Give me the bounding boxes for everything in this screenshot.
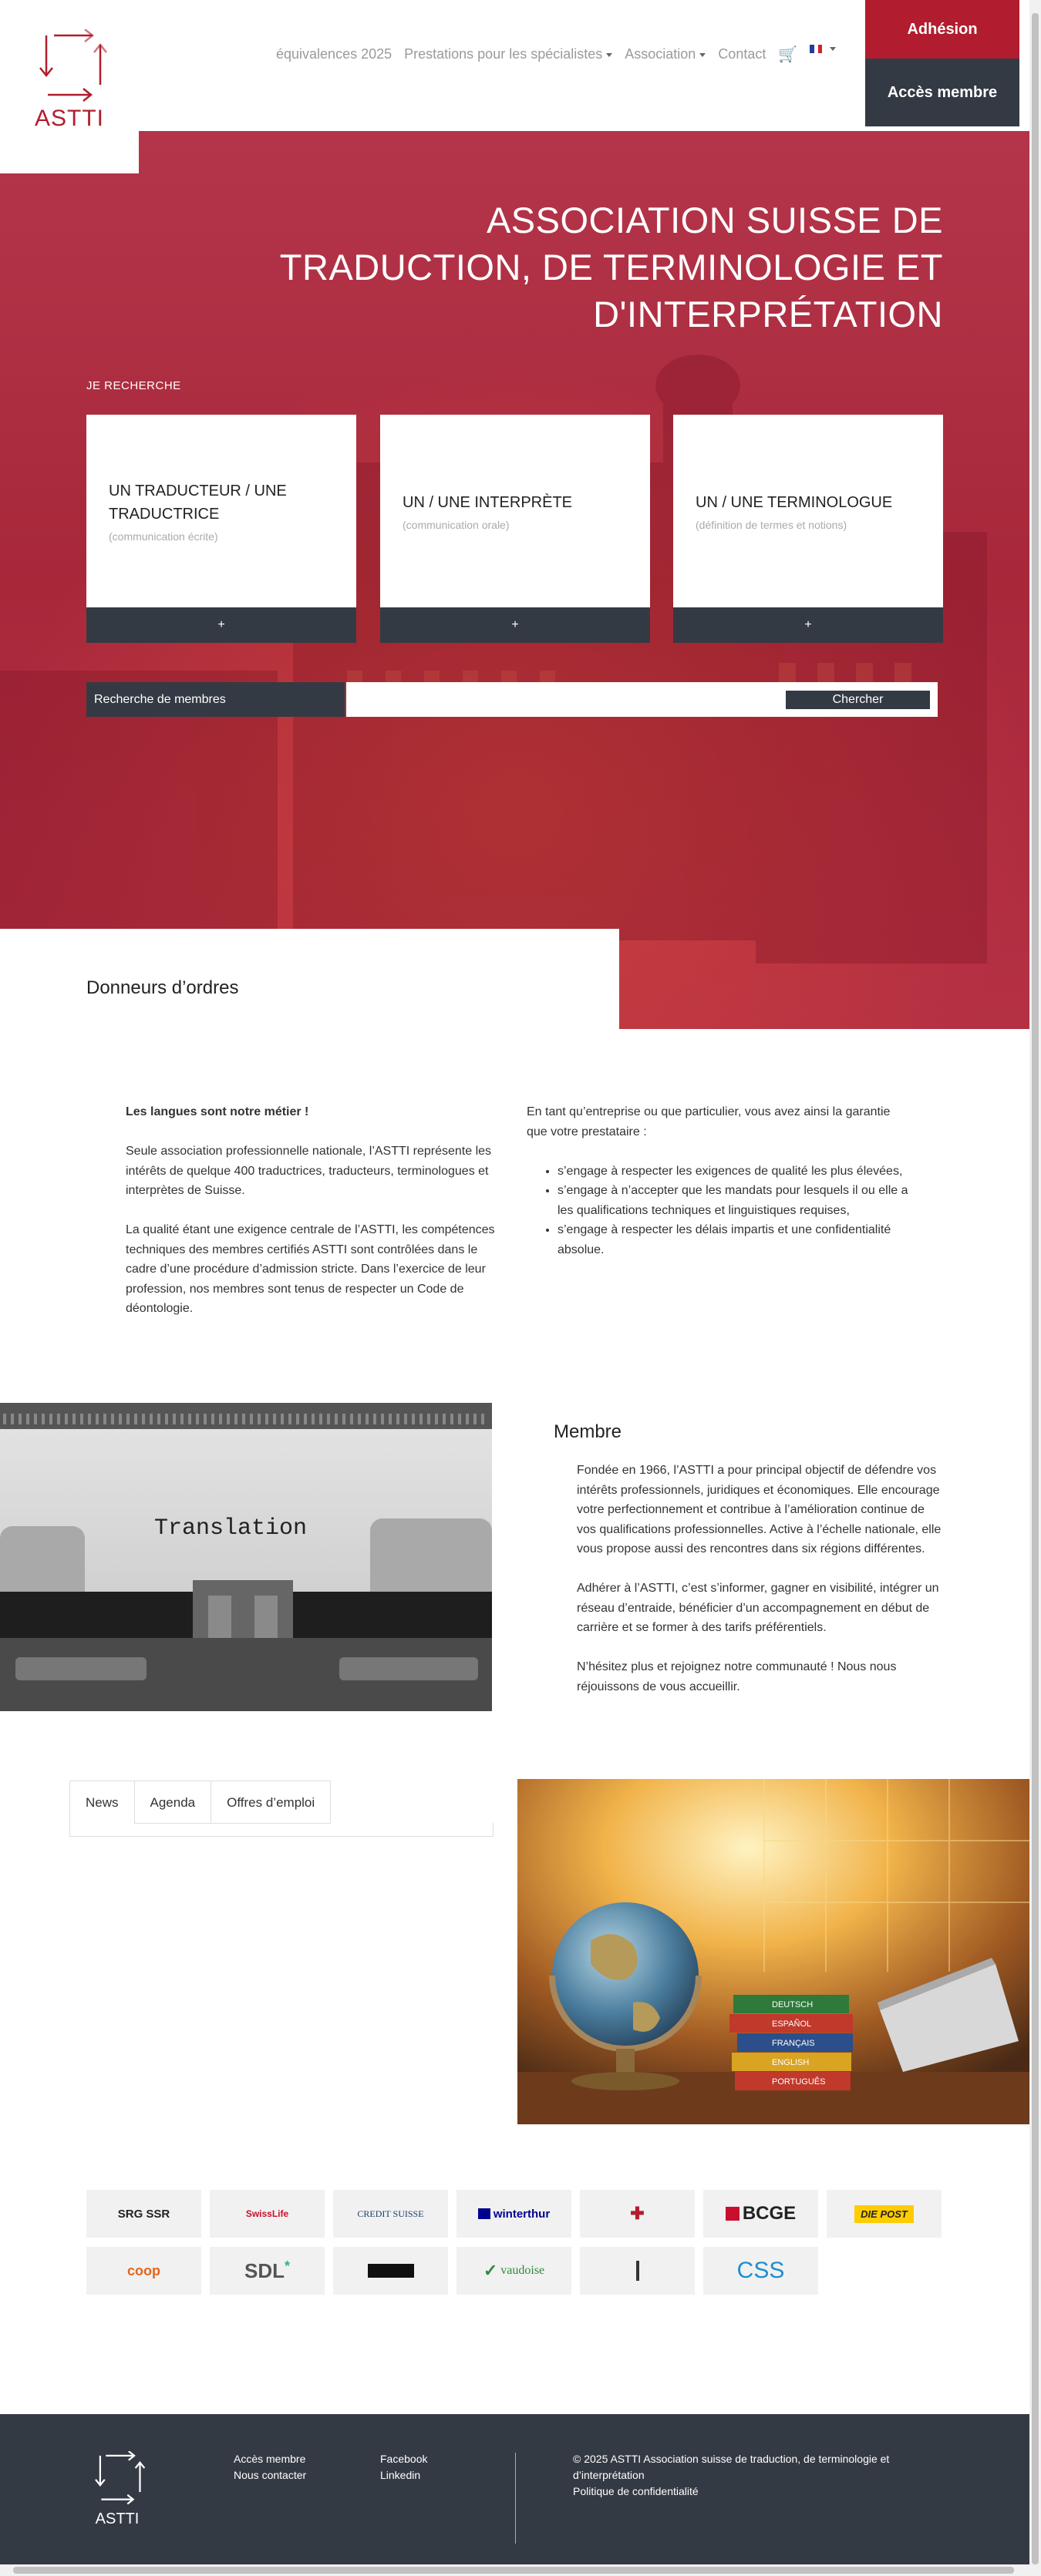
footer <box>0 2414 1029 2567</box>
donneurs-paragraph: La qualité étant une exigence centrale de l’ASTTI, les compétences techniques des membres certifiés ASTTI sont contrôlées dans le cadre d’une procédure d’admission stricte. Dans l’exercice de leur profession, nos membres sont tenus de respecter un Code de déontologie. <box>126 1223 495 1315</box>
member-access-button[interactable]: Accès membre <box>865 59 1019 126</box>
partner-name: CREDIT SUISSE <box>357 2208 424 2219</box>
card-title: UN / UNE INTERPRÈTE <box>403 494 573 511</box>
membre-title: Membre <box>554 1421 622 1442</box>
site-logo[interactable] <box>0 0 139 173</box>
nav-item-label: Association <box>625 46 696 62</box>
tab-news[interactable]: News <box>69 1781 135 1824</box>
book-label: FRANÇAIS <box>772 2039 815 2048</box>
search-button[interactable]: Chercher <box>786 691 930 709</box>
partner-logo-vaudoise[interactable] <box>456 2247 571 2295</box>
book-label: PORTUGUÊS <box>772 2077 826 2087</box>
partner-name: SRG SSR <box>117 2207 170 2221</box>
hero-title-line: TRADUCTION, DE TERMINOLOGIE ET <box>279 247 943 288</box>
partner-logo-10[interactable] <box>333 2247 448 2295</box>
membre-text <box>577 1461 947 1717</box>
partner-name: winterthur <box>493 2207 551 2221</box>
card-subtitle: (communication orale) <box>403 519 510 531</box>
card-subtitle: (communication écrite) <box>109 530 218 543</box>
vertical-scrollbar[interactable] <box>1029 0 1041 2576</box>
footer-links-1 <box>234 2451 306 2484</box>
copyright-text: © 2025 ASTTI Association suisse de traduction, de terminologie et d’interprétation <box>573 2453 890 2481</box>
footer-legal <box>573 2451 912 2500</box>
card-translator[interactable] <box>86 415 356 643</box>
partner-name: vaudoise <box>500 2264 545 2277</box>
nav-item-contact[interactable]: Contact <box>718 46 766 62</box>
footer-link-linkedin[interactable]: Linkedin <box>380 2469 421 2481</box>
language-selector[interactable] <box>810 40 836 56</box>
adhesion-button[interactable]: Adhésion <box>865 0 1019 59</box>
partner-logo-coop[interactable] <box>86 2247 201 2295</box>
logo-arrows-icon <box>31 29 108 103</box>
card-expand-button[interactable]: + <box>86 607 356 643</box>
logo-text: ASTTI <box>34 106 104 131</box>
horizontal-scrollbar[interactable] <box>0 2564 1029 2576</box>
scrollbar-thumb[interactable] <box>13 2567 1014 2574</box>
partner-logo-5[interactable] <box>580 2190 695 2238</box>
card-title: UN / UNE TERMINOLOGUE <box>696 494 893 511</box>
news-tabs <box>69 1781 494 1824</box>
partner-name: CSS <box>736 2258 785 2283</box>
guarantee-list <box>527 1162 912 1260</box>
footer-logo-text: ASTTI <box>95 2510 140 2527</box>
card-title: UN TRADUCTEUR / UNE TRADUCTRICE <box>109 483 287 523</box>
main-nav <box>276 45 836 64</box>
membre-paragraph: N’hésitez plus et rejoignez notre communauté ! Nous nous réjouissons de vous accueillir. <box>577 1660 897 1693</box>
bcge-icon <box>726 2207 739 2221</box>
footer-link-contact[interactable]: Nous contacter <box>234 2469 307 2481</box>
scrollbar-thumb[interactable] <box>1032 13 1039 2564</box>
partner-name: SwissLife <box>245 2208 289 2219</box>
card-expand-button[interactable]: + <box>380 607 650 643</box>
book-label: ENGLISH <box>772 2058 810 2067</box>
star-icon: * <box>284 2258 290 2274</box>
tab-job-offers[interactable]: Offres d’emploi <box>211 1781 331 1824</box>
donneurs-left-text <box>126 1102 496 1338</box>
tab-agenda[interactable]: Agenda <box>134 1781 212 1824</box>
card-interpreter[interactable] <box>380 415 650 643</box>
donneurs-intro: En tant qu’entreprise ou que particulier, vous avez ainsi la garantie que votre prestataire : <box>527 1105 891 1138</box>
donneurs-title: Donneurs d’ordres <box>86 977 239 998</box>
footer-divider <box>515 2453 516 2544</box>
card-terminologist[interactable] <box>673 415 943 643</box>
membre-paragraph: Fondée en 1966, l’ASTTI a pour principal objectif de défendre vos intérêts professionnels, juridiques et économiques. Elle encourage votre perfectionnement et contribue à l’amélioration continue de vos qualifications professionnelles. Active à l’échelle nationale, elle vous propose aussi des rencontres dans six régions différentes. <box>577 1464 942 1555</box>
partner-logo-css[interactable] <box>703 2247 818 2295</box>
hero-title-line: D'INTERPRÉTATION <box>593 294 943 335</box>
typewriter-image <box>0 1403 492 1711</box>
partner-logo-creditsuisse[interactable] <box>333 2190 448 2238</box>
hero-title <box>249 197 943 338</box>
winterthur-icon <box>478 2208 490 2219</box>
footer-logo[interactable] <box>86 2451 148 2528</box>
card-expand-button[interactable]: + <box>673 607 943 643</box>
partner-logos <box>86 2190 945 2295</box>
partner-logo-12[interactable] <box>580 2247 695 2295</box>
partner-name: coop <box>127 2262 160 2278</box>
book-label: ESPAÑOL <box>772 2019 812 2029</box>
list-item: • s’engage à respecter les délais impartis et une confidentialité absolue. <box>558 1220 912 1259</box>
partner-name: DIE POST <box>854 2205 914 2223</box>
brand-mark-icon <box>636 2261 639 2281</box>
typewriter-caption: Translation <box>154 1515 308 1542</box>
nav-item-association[interactable] <box>625 46 706 62</box>
vaudoise-icon: ✓ <box>483 2261 498 2280</box>
partner-logo-sdl[interactable] <box>210 2247 325 2295</box>
partner-name: SDL <box>244 2258 285 2282</box>
footer-link-member-access[interactable]: Accès membre <box>234 2453 306 2465</box>
member-search-label: Recherche de membres <box>86 682 345 717</box>
partner-logo-diepost[interactable] <box>827 2190 942 2238</box>
list-item: • s’engage à n’accepter que les mandats pour lesquels il ou elle a les qualifications techniques et linguistiques requises, <box>558 1181 912 1220</box>
book-label: DEUTSCH <box>772 2000 814 2009</box>
footer-link-facebook[interactable]: Facebook <box>380 2453 428 2465</box>
donneurs-right-text <box>527 1102 912 1259</box>
cross-icon: ✚ <box>630 2204 645 2223</box>
card-subtitle: (définition de termes et notions) <box>696 519 847 531</box>
partner-logo-bcge[interactable] <box>703 2190 818 2238</box>
french-flag-icon <box>810 45 822 53</box>
list-item: • s’engage à respecter les exigences de qualité les plus élevées, <box>558 1162 912 1182</box>
hero-section <box>0 131 1029 1029</box>
nav-item-prestations[interactable] <box>404 46 612 62</box>
privacy-link[interactable]: Politique de confidentialité <box>573 2485 699 2497</box>
search-heading: JE RECHERCHE <box>86 379 181 392</box>
globe-books-image <box>517 1779 1029 2124</box>
nav-item-equivalences[interactable]: équivalences 2025 <box>276 46 392 62</box>
donneurs-paragraph: Seule association professionnelle nationale, l’ASTTI représente les intérêts de quelque 400 traductrices, traducteurs, terminologues et interprètes de Suisse. <box>126 1145 492 1197</box>
tab-panel <box>69 1823 494 1837</box>
donneurs-heading: Les langues sont notre métier ! <box>126 1105 309 1118</box>
membre-paragraph: Adhérer à l’ASTTI, c’est s’informer, gagner en visibilité, intégrer un réseau d’entraide, bénéficier d’un accompagnement en début de carrière et se former à des tarifs préférentiels. <box>577 1582 939 1634</box>
partner-logo-srgssr[interactable] <box>86 2190 201 2238</box>
hero-title-line: ASSOCIATION SUISSE DE <box>486 200 943 240</box>
logo-arrows-icon <box>88 2451 147 2505</box>
brand-mark-icon <box>368 2264 414 2278</box>
partner-name: BCGE <box>742 2203 797 2224</box>
partner-logo-swisslife[interactable] <box>210 2190 325 2238</box>
nav-item-label: Prestations pour les spécialistes <box>404 46 603 62</box>
footer-links-2 <box>380 2451 427 2484</box>
shopping-cart-icon[interactable]: 🛒 <box>778 46 798 63</box>
partner-logo-winterthur[interactable] <box>456 2190 571 2238</box>
